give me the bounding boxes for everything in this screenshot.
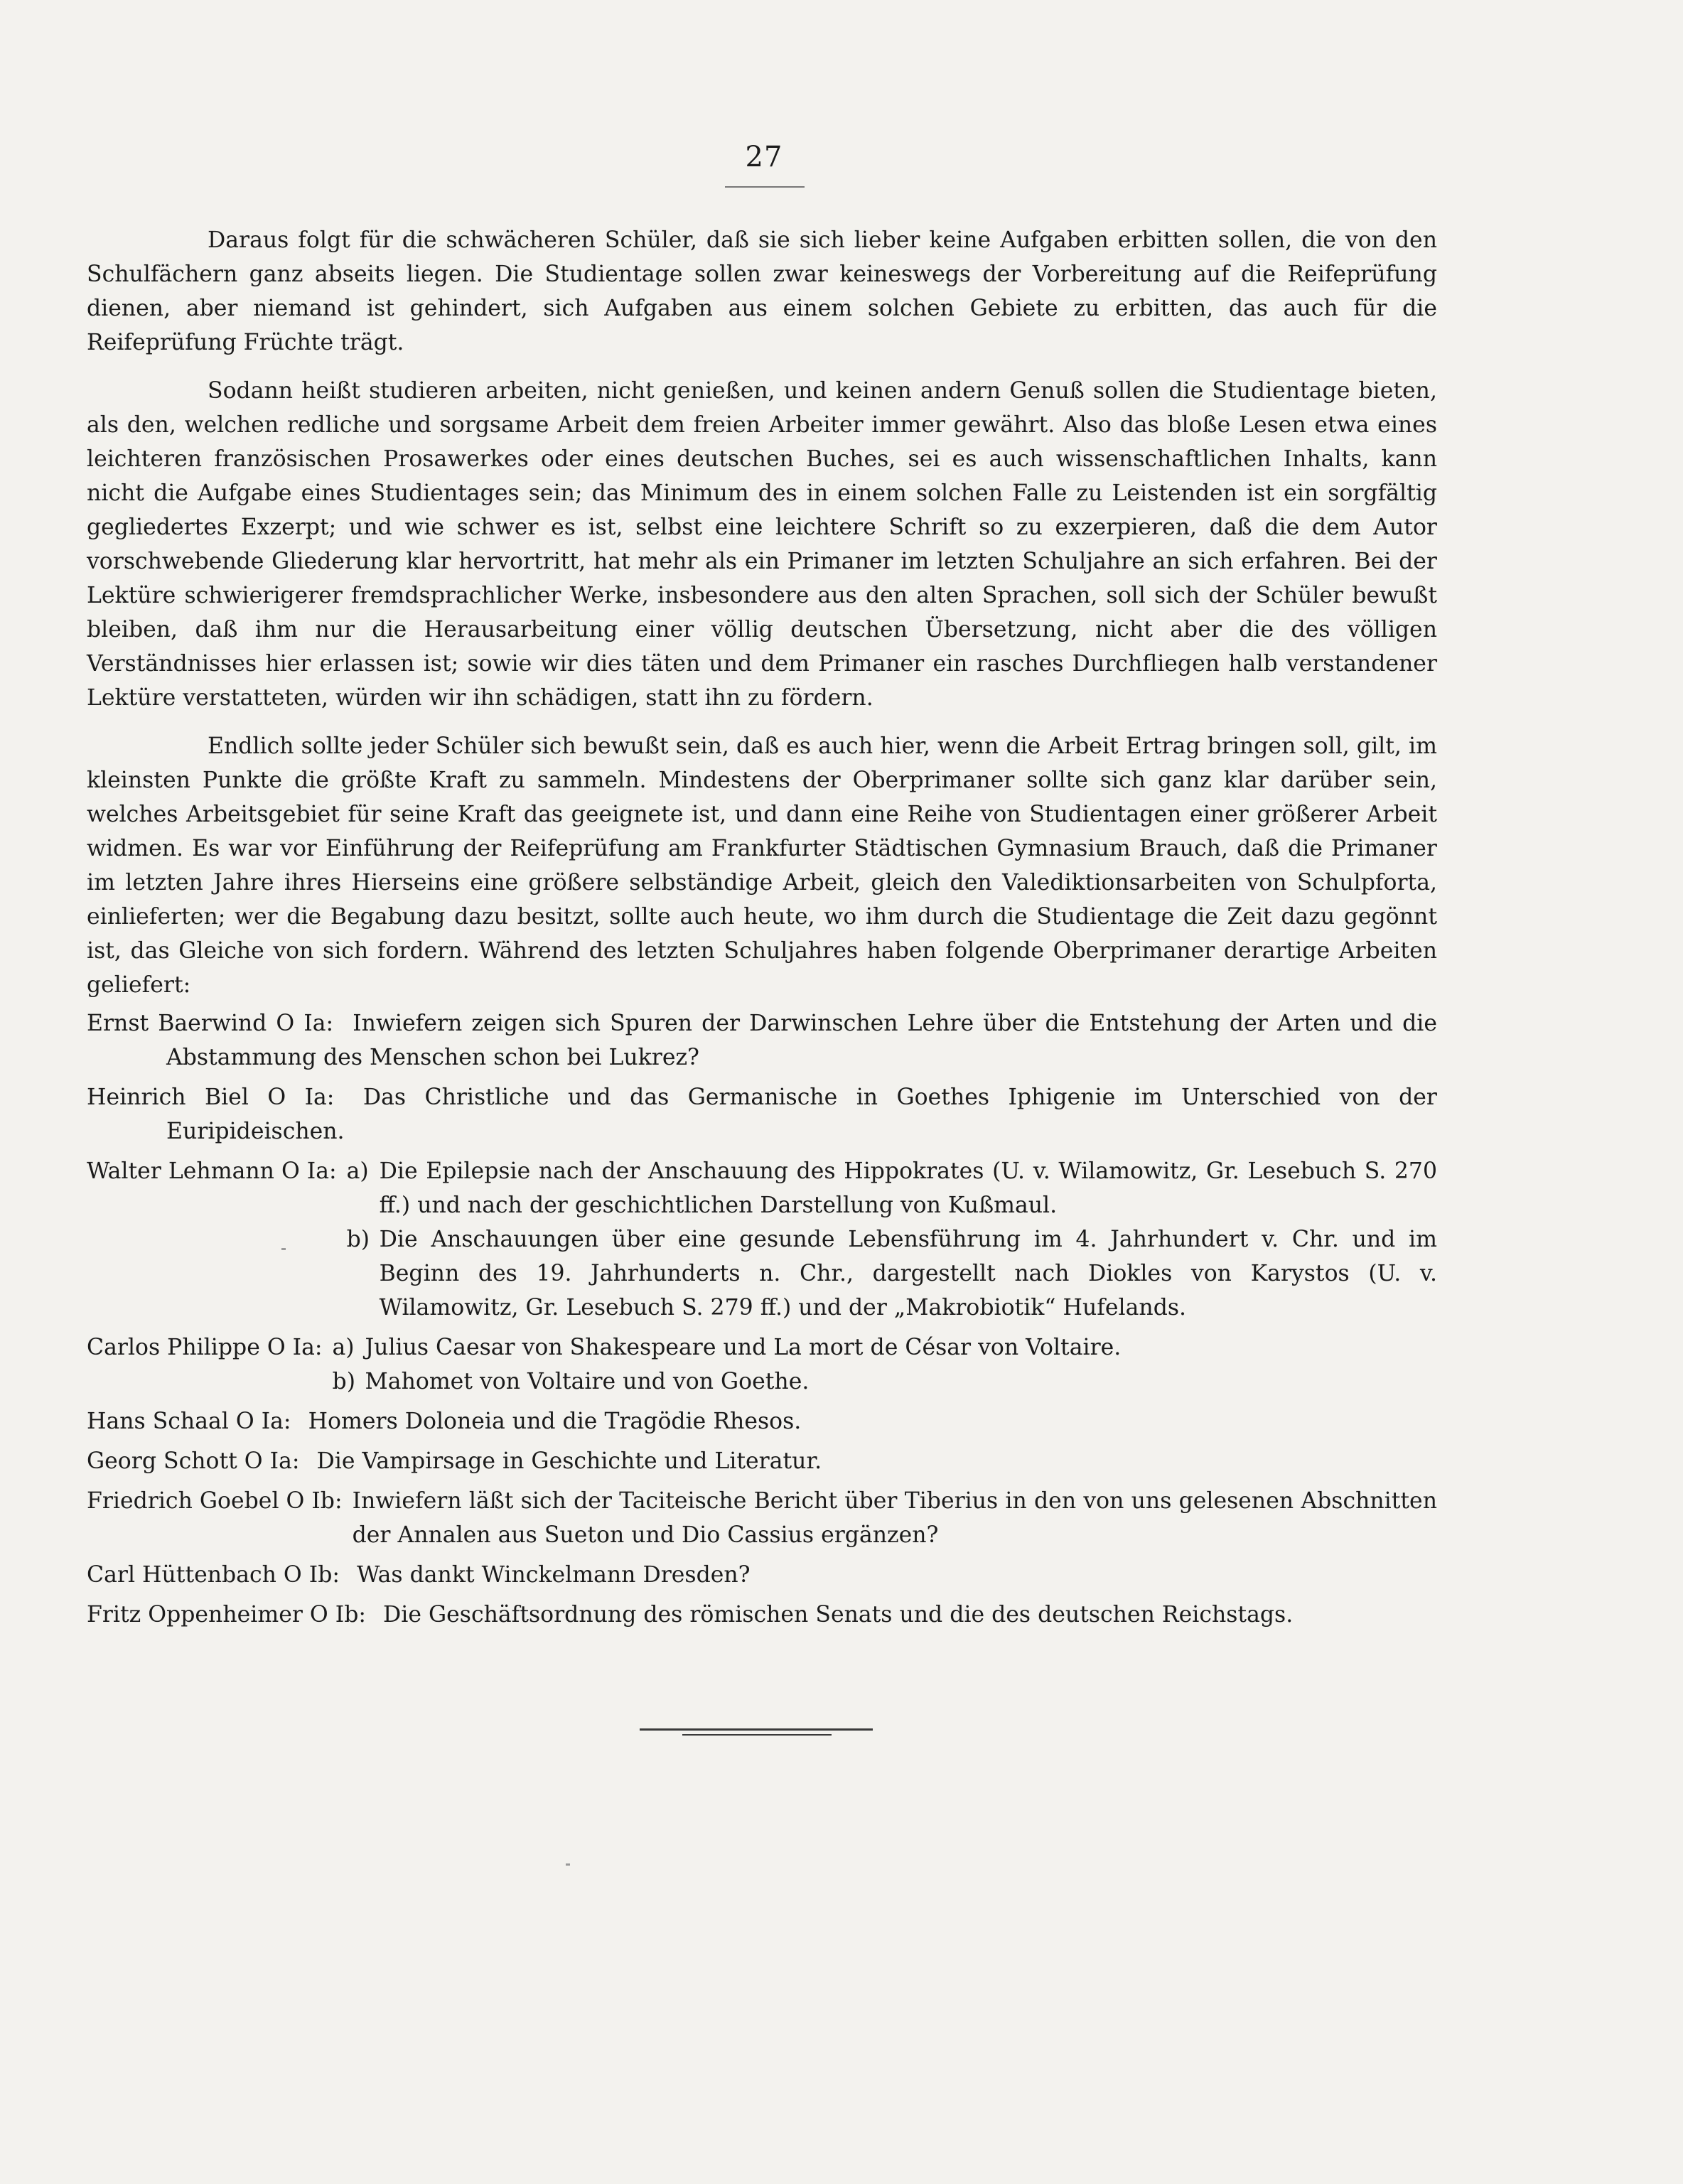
- list-item: [87, 1330, 1437, 1399]
- paragraph: Sodann heißt studieren arbeiten, nicht genießen, und keinen andern Genuß sollen die Studientage bieten, als den, welchen redliche und sorgsame Arbeit dem freien Arbeiter immer gewährt. Also das bloße Lesen etwa eines leichteren französischen Prosawerkes oder eines deutschen Buches, sei es auch wissenschaftlichen Inhalts, kann nicht die Aufgabe eines Studientages sein; das Minimum des in einem solchen Falle zu Leistenden ist ein sorgfältig gegliedertes Exzerpt; und wie schwer es ist, selbst eine leichtere Schrift so zu exzerpieren, daß die dem Autor vorschwebende Gliederung klar hervortritt, hat mehr als ein Primaner im letzten Schuljahre an sich erfahren. Bei der Lektüre schwierigerer fremdsprachlicher Werke, insbesondere aus den alten Sprachen, soll sich der Schüler bewußt bleiben, daß ihm nur die Herausarbeitung einer völlig deutschen Übersetzung, nicht aber die des völligen Verständnisses hier erlassen ist; sowie wir dies täten und dem Primaner ein rasches Durchfliegen halb verstandener Lektüre verstatteten, würden wir ihn schädigen, statt ihn zu fördern.: [87, 378, 1437, 711]
- document-body: [87, 223, 1437, 1637]
- list-item: [87, 1006, 1437, 1075]
- work-topic: Inwiefern läßt sich der Taciteische Bericht über Tiberius in den von uns gelesenen Abschnitten der Annalen aus Sueton und Dio Cassius ergänzen?: [352, 1488, 1437, 1548]
- list-item: [87, 1558, 1437, 1592]
- page-number-rule: [725, 186, 805, 188]
- work-topic: Das Christliche und das Germanische in Goethes Iphigenie im Unterschied von der Euripideischen.: [166, 1085, 1437, 1144]
- list-item: [87, 1444, 1437, 1478]
- student-name: Heinrich Biel O Ia:: [87, 1085, 335, 1110]
- print-speck: [281, 1248, 286, 1250]
- student-name: Friedrich Goebel O Ib:: [87, 1488, 343, 1514]
- work-topic: Homers Doloneia und die Tragödie Rhesos.: [308, 1409, 802, 1434]
- student-name: Walter Lehmann O Ia:: [87, 1158, 337, 1184]
- list-item: [87, 1404, 1437, 1438]
- work-topic: Die Geschäftsordnung des römischen Senats und die des deutschen Reichstags.: [383, 1602, 1294, 1628]
- sub-item: [347, 1154, 1437, 1222]
- sub-item-text: Die Epilepsie nach der Anschauung des Hippokrates (U. v. Wilamowitz, Gr. Lesebuch S. 270 ff.) und nach der geschichtlichen Darstellung von Kußmaul.: [379, 1158, 1437, 1218]
- work-topic: Was dankt Winckelmann Dresden?: [357, 1562, 751, 1588]
- sub-item: [333, 1330, 1437, 1365]
- end-ornament-rule-inner: [682, 1734, 832, 1736]
- list-item: [87, 1154, 1437, 1325]
- end-ornament-rule: [640, 1728, 873, 1731]
- paragraph: Endlich sollte jeder Schüler sich bewußt sein, daß es auch hier, wenn die Arbeit Ertrag bringen soll, gilt, im kleinsten Punkte die größte Kraft zu sammeln. Mindestens der Oberprimaner sollte sich ganz klar darüber sein, welches Arbeitsgebiet für seine Kraft das geeignete ist, und dann eine Reihe von Studientagen einer größerer Arbeit widmen. Es war vor Einführung der Reifeprüfung am Frankfurter Städtischen Gymnasium Brauch, daß die Primaner im letzten Jahre ihres Hierseins eine größere selbständige Arbeit, gleich den Valediktionsarbeiten von Schulpforta, einlieferten; wer die Begabung dazu besitzt, sollte auch heute, wo ihm durch die Studientage die Zeit dazu gegönnt ist, das Gleiche von sich fordern. Während des letzten Schuljahres haben folgende Oberprimaner derartige Arbeiten geliefert:: [87, 733, 1437, 998]
- print-speck: [566, 1863, 570, 1866]
- work-topic-group: [333, 1330, 1437, 1399]
- sub-item-label: b): [332, 1369, 355, 1394]
- student-name: Georg Schott O Ia:: [87, 1448, 300, 1474]
- sub-item-label: a): [332, 1335, 355, 1360]
- sub-item-label: a): [346, 1158, 369, 1184]
- work-topic: Die Vampirsage in Geschichte und Literatur.: [316, 1448, 822, 1474]
- sub-item: [333, 1365, 1437, 1399]
- work-topic: Inwiefern zeigen sich Spuren der Darwinschen Lehre über die Entstehung der Arten und die Abstammung des Menschen schon bei Lukrez?: [166, 1011, 1437, 1070]
- student-work-list: [87, 1006, 1437, 1632]
- student-name: Fritz Oppenheimer O Ib:: [87, 1602, 366, 1628]
- list-item: [87, 1484, 1437, 1552]
- work-topic-group: [347, 1154, 1437, 1325]
- sub-item: [347, 1222, 1437, 1325]
- sub-item-text: Die Anschauungen über eine gesunde Lebensführung im 4. Jahrhundert v. Chr. und im Beginn des 19. Jahrhunderts n. Chr., dargestellt nach Diokles von Karystos (U. v. Wilamowitz, Gr. Lesebuch S. 279 ff.) und der „Makrobiotik“ Hufelands.: [379, 1227, 1437, 1320]
- paragraph: Daraus folgt für die schwächeren Schüler, daß sie sich lieber keine Aufgaben erbitten sollen, die von den Schulfächern ganz abseits liegen. Die Studientage sollen zwar keineswegs der Vorbereitung auf die Reifeprüfung dienen, aber niemand ist gehindert, sich Aufgaben aus einem solchen Gebiete zu erbitten, das auch für die Reifeprüfung Früchte trägt.: [87, 227, 1437, 355]
- sub-item-text: Mahomet von Voltaire und von Goethe.: [365, 1369, 810, 1394]
- page-number: 27: [745, 141, 783, 173]
- student-name: Ernst Baerwind O Ia:: [87, 1011, 334, 1036]
- student-name: Carl Hüttenbach O Ib:: [87, 1562, 340, 1588]
- sub-item-text: Julius Caesar von Shakespeare und La mort de César von Voltaire.: [365, 1335, 1122, 1360]
- student-name: Hans Schaal O Ia:: [87, 1409, 291, 1434]
- sub-item-label: b): [346, 1227, 370, 1252]
- student-name: Carlos Philippe O Ia:: [87, 1335, 323, 1360]
- list-item: [87, 1080, 1437, 1149]
- list-item: [87, 1598, 1437, 1632]
